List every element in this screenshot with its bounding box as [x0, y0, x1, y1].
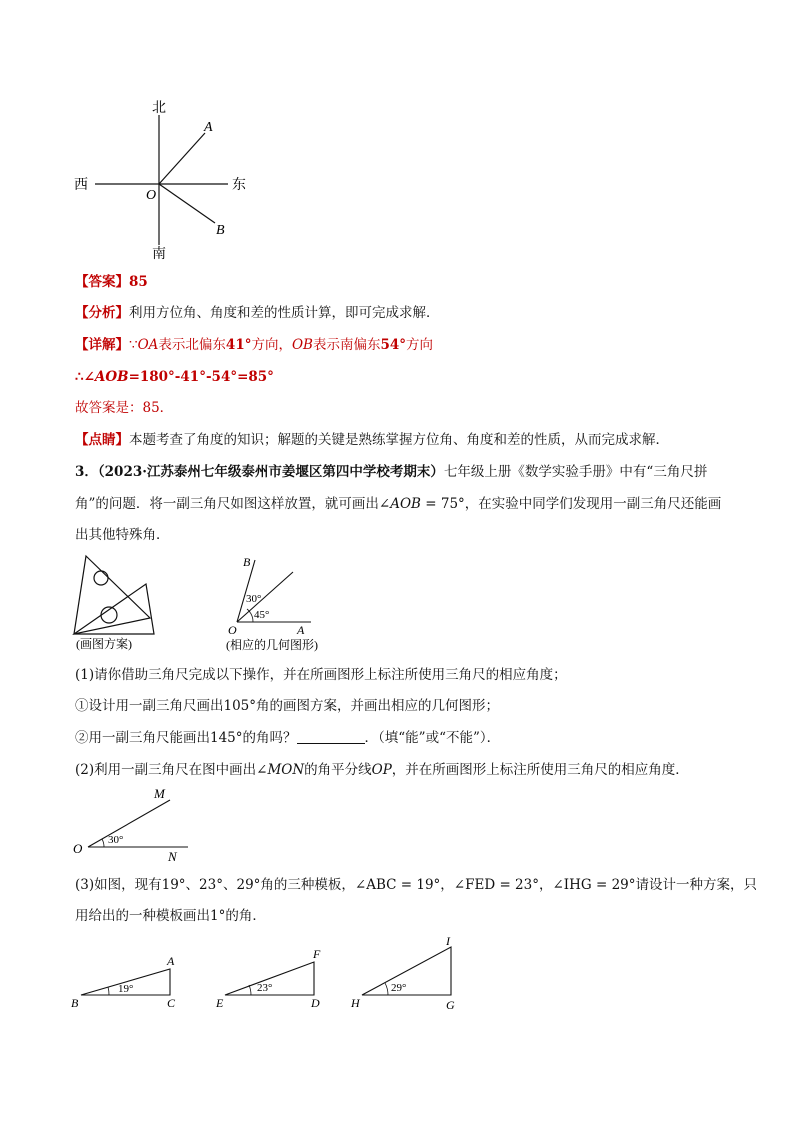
- q3-line1-text: 七年级上册《数学实验手册》中有“三角尺拼: [443, 464, 708, 480]
- part3-line2: 用给出的一种模板画出1°的角．: [75, 908, 266, 924]
- tri1-b: B: [71, 996, 79, 1010]
- fig2-o-label: O: [228, 623, 237, 637]
- compass-o-label: O: [146, 188, 157, 203]
- calc-prefix: ∴∠: [75, 369, 95, 385]
- fig2-b-label: B: [243, 555, 251, 569]
- part2-line: [75, 760, 725, 780]
- q3-number: 3．: [75, 464, 98, 480]
- part3-line1: (3)如图，现有19°、23°、29°角的三种模板，∠ABC = 19°，∠FED = 23°，∠IHG = 29°请设计一种方案，只: [75, 877, 757, 893]
- part1-2-line: [75, 728, 725, 748]
- part1-line: (1)请你借助三角尺完成以下操作，并在所画图形上标注所使用三角尺的相应角度；: [75, 667, 567, 683]
- fig3-n-label: N: [168, 849, 177, 863]
- part2-mon: MON: [267, 762, 305, 778]
- detail-line: [75, 335, 725, 355]
- angle-figure: [225, 552, 345, 652]
- compass-south-label: 南: [152, 247, 166, 262]
- compass-b-label: B: [216, 223, 225, 238]
- calc-rest: =180°-41°-54°=85°: [128, 369, 274, 385]
- tri3-g: G: [446, 998, 455, 1012]
- detail-deg2: 54°: [380, 337, 407, 353]
- tri3-h: H: [351, 996, 360, 1010]
- comment-line: [75, 430, 725, 450]
- tri3-angle: 29°: [391, 982, 407, 994]
- analysis-tag: 【分析】: [75, 305, 129, 321]
- detail-ob: OB: [291, 337, 313, 353]
- set-square-figure: [70, 552, 180, 652]
- q3-source: （2023·江苏泰州七年级泰州市姜堰区第四中学校考期末）: [97, 464, 444, 480]
- fig3-m-label: M: [154, 786, 165, 801]
- compass-a-label: A: [204, 120, 213, 135]
- part1-2-a: ②用一副三角尺能画出145°的角吗？: [75, 730, 297, 746]
- q3-line2: [75, 494, 725, 514]
- q3-line2-aob: AOB: [390, 496, 421, 512]
- analysis-line: [75, 303, 725, 323]
- fig1-caption: (画图方案): [76, 637, 132, 651]
- part1-1-line: ①设计用一副三角尺画出105°角的画图方案，并画出相应的几何图形；: [75, 698, 500, 714]
- fig3-30-label: 30°: [108, 834, 124, 846]
- comment-tag: 【点睛】: [75, 432, 129, 448]
- calc-line: [75, 367, 725, 387]
- answer-blank[interactable]: [297, 729, 365, 744]
- fig2-45-label: 45°: [254, 609, 270, 621]
- q3-line1: [75, 462, 725, 482]
- tri2-angle: 23°: [257, 982, 273, 994]
- q3-line2-b: = 75°，在实验中同学们发现用一副三角尺还能画: [420, 496, 722, 512]
- detail-because: ∵: [129, 337, 138, 353]
- q3-line3: 出其他特殊角．: [75, 527, 170, 543]
- q3-line2-a: 角”的问题．将一副三角尺如图这样放置，就可画出∠: [75, 496, 391, 512]
- compass-north-label: 北: [152, 101, 166, 116]
- analysis-text: 利用方位角、角度和差的性质计算，即可完成求解．: [129, 305, 440, 321]
- detail-text1: 表示北偏东: [158, 337, 226, 353]
- detail-deg1: 41°: [225, 337, 252, 353]
- fig2-a-label: A: [297, 623, 305, 637]
- detail-text4: 方向: [406, 337, 434, 353]
- detail-text2: 方向，: [251, 337, 292, 353]
- part2-op: OP: [371, 762, 392, 778]
- tri1-angle: 19°: [118, 983, 134, 995]
- compass-figure: [70, 95, 270, 265]
- tri1-c: C: [167, 996, 176, 1010]
- detail-tag: 【详解】: [75, 337, 129, 353]
- result-line: 故答案是：85．: [75, 400, 174, 416]
- answer-value: 85: [129, 274, 148, 290]
- fig3-o-label: O: [73, 841, 83, 856]
- tri3-i: I: [446, 934, 450, 948]
- tri2-f: F: [313, 947, 321, 961]
- answer-line: [75, 272, 725, 292]
- triangle-templates: [65, 932, 475, 1017]
- tri2-e: E: [216, 996, 224, 1010]
- detail-text3: 表示南偏东: [312, 337, 381, 353]
- part2-c: ，并在所画图形上标注所使用三角尺的相应角度．: [391, 762, 689, 778]
- detail-oa: OA: [137, 337, 159, 353]
- compass-east-label: 东: [232, 178, 246, 193]
- compass-west-label: 西: [74, 178, 88, 193]
- answer-tag: 【答案】: [75, 274, 129, 290]
- comment-text: 本题考查了角度的知识；解题的关键是熟练掌握方位角、角度和差的性质，从而完成求解．: [129, 432, 669, 448]
- calc-aob: AOB: [94, 369, 129, 385]
- part1-2-b: ．（填“能”或“不能”）．: [364, 730, 501, 746]
- fig2-30-label: 30°: [246, 593, 262, 605]
- part2-a: (2)利用一副三角尺在图中画出∠: [75, 762, 268, 778]
- tri1-a: A: [167, 954, 175, 968]
- fig2-caption: (相应的几何图形): [226, 638, 318, 652]
- mon-figure: [70, 783, 200, 863]
- part2-b: 的角平分线: [304, 762, 372, 778]
- tri2-d: D: [311, 996, 320, 1010]
